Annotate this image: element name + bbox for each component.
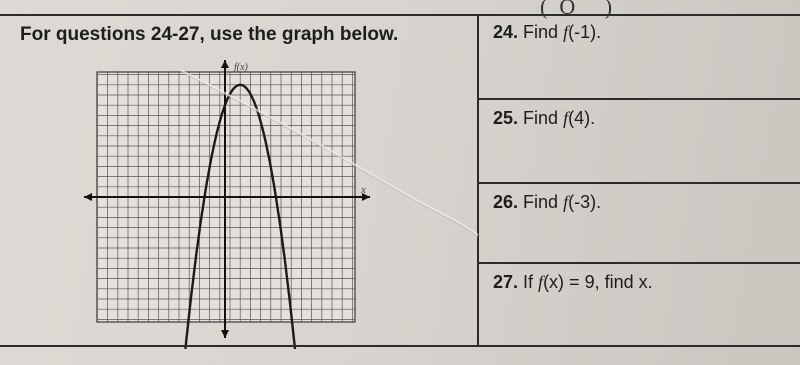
question-lead: If <box>518 272 539 292</box>
question-26-box <box>479 184 800 264</box>
question-24-box <box>479 14 800 100</box>
question-lead: Find <box>518 22 564 42</box>
instructions-text: For questions 24-27, use the graph below. <box>20 24 399 45</box>
question-27-text <box>493 272 653 293</box>
question-number: 27. <box>493 272 519 292</box>
question-24-text <box>493 22 601 43</box>
question-number: 24. <box>493 22 519 42</box>
question-tail: (-1). <box>568 22 602 42</box>
function-symbol: f <box>563 192 569 212</box>
x-axis-label: x <box>361 184 366 196</box>
question-number: 25. <box>493 108 519 128</box>
question-27-box <box>479 264 800 345</box>
function-symbol: f <box>538 272 544 292</box>
y-axis-label: f(x) <box>234 62 248 73</box>
question-number: 26. <box>493 192 519 212</box>
top-scribble: (O ) <box>540 0 625 19</box>
bottom-border <box>0 345 800 347</box>
question-25-box <box>479 100 800 184</box>
question-25-text <box>493 108 595 129</box>
question-26-text <box>493 192 601 213</box>
question-lead: Find <box>518 192 564 212</box>
question-tail: (4). <box>568 108 596 128</box>
question-tail: (-3). <box>568 192 602 212</box>
question-lead: Find <box>518 108 564 128</box>
function-symbol: f <box>563 108 569 128</box>
function-symbol: f <box>563 22 569 42</box>
question-tail: (x) = 9, find x. <box>543 272 653 292</box>
